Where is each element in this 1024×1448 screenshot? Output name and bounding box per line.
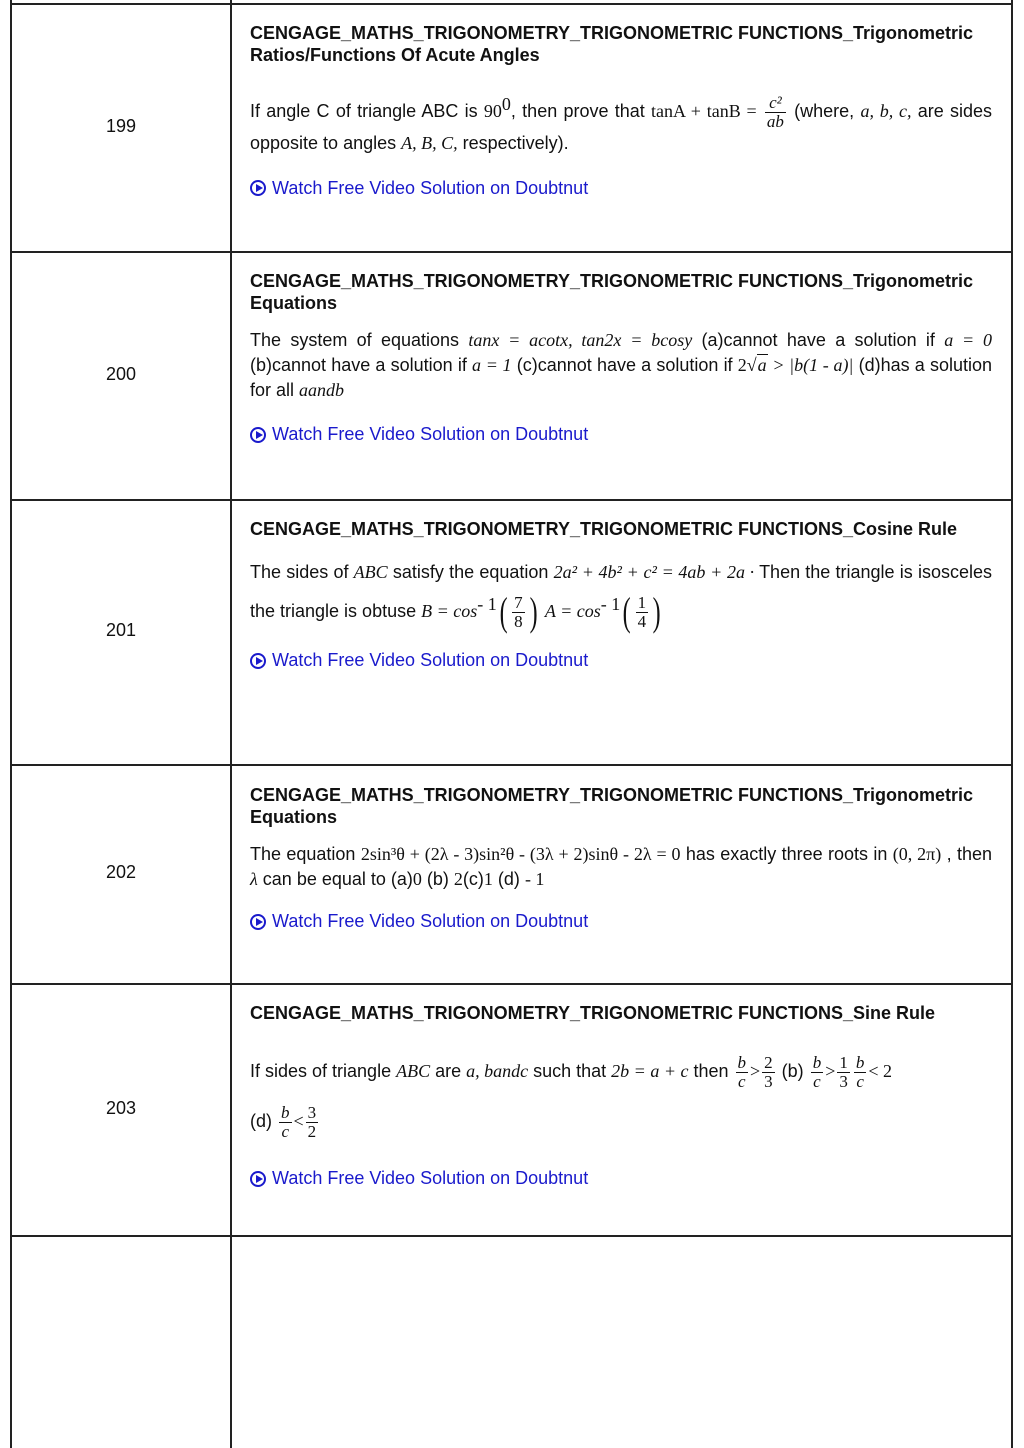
- play-circle-icon: [250, 427, 266, 443]
- video-solution-link[interactable]: Watch Free Video Solution on Doubtnut: [250, 422, 992, 447]
- question-cell: [250, 270, 992, 447]
- fraction: $\frac{7}{8}$: [514, 592, 523, 631]
- play-circle-icon: [250, 1171, 266, 1187]
- video-solution-link[interactable]: Watch Free Video Solution on Doubtnut: [250, 1166, 992, 1191]
- question-text: If angle C of triangle ABC is $90^0$, then prove that tanA + tanB = $\frac{\text{c²}}{ab}$ (where, a, b, c, are sides opposite to angles A, B, C, respectively).: [250, 92, 993, 153]
- fraction: $\frac{1}{4}$: [637, 592, 647, 631]
- question-number: 201: [105, 620, 137, 640]
- column-divider: [230, 0, 232, 1448]
- question-number: 199: [105, 116, 137, 136]
- row-border: [10, 1235, 1013, 1237]
- play-circle-icon: [250, 180, 266, 196]
- question-text: If sides of triangle ABC are a, bandc such that 2b = a + c then $\frac{b}{c}$ > $\frac{2}{3}$ (b) $\frac{b}{c}$ > $\frac{1}{3}$ $\frac{b}{c}$ < 2 (d) $\frac{b}{c}$ < $\frac{3}{2}$: [250, 1052, 892, 1141]
- play-circle-icon: [250, 914, 266, 930]
- row-border: [10, 3, 1013, 5]
- row-border: [10, 251, 1013, 253]
- row-border: [10, 499, 1013, 501]
- play-circle-icon: [250, 653, 266, 669]
- row-border: [10, 983, 1013, 985]
- topic-title: CENGAGE_MATHS_TRIGONOMETRY_TRIGONOMETRIC FUNCTIONS_Trigonometric Equations: [250, 785, 974, 827]
- video-solution-link[interactable]: Watch Free Video Solution on Doubtnut: [250, 648, 992, 673]
- question-number: 200: [105, 364, 137, 384]
- table-frame: [10, 0, 1013, 1448]
- question-text: The system of equations tanx = acotx, tan2x = bcosy (a)cannot have a solution if a = 0 (b)cannot have a solution if a = 1 (c)cannot have a solution if 2√a > |b(1 - a)| (d)has a solution for all aandb: [250, 330, 993, 400]
- question-cell: [250, 1002, 992, 1191]
- video-solution-link[interactable]: Watch Free Video Solution on Doubtnut: [250, 909, 992, 934]
- video-solution-link[interactable]: Watch Free Video Solution on Doubtnut: [250, 176, 992, 201]
- question-number: 203: [105, 1098, 137, 1118]
- topic-title: CENGAGE_MATHS_TRIGONOMETRY_TRIGONOMETRIC FUNCTIONS_Trigonometric Ratios/Functions Of Acute Angles: [250, 23, 974, 65]
- question-number: 202: [105, 862, 137, 882]
- topic-title: CENGAGE_MATHS_TRIGONOMETRY_TRIGONOMETRIC FUNCTIONS_Sine Rule: [250, 1003, 936, 1023]
- topic-title: CENGAGE_MATHS_TRIGONOMETRY_TRIGONOMETRIC FUNCTIONS_Trigonometric Equations: [250, 271, 974, 313]
- question-text: The sides of ABC satisfy the equation 2a² + 4b² + c² = 4ab + 2a · Then the triangle is isosceles the triangle is obtuse $B = \cos^{- 1}$( $\frac{7}{8}$ ) $A = \cos^{- 1}$( $\frac{1}{4}$ ): [250, 562, 992, 635]
- question-text: The equation 2sin³θ + (2λ - 3)sin²θ - (3λ + 2)sinθ - 2λ = 0 has exactly three roots in (0, 2π) , then λ can be equal to (a)0 (b) 2(c)1 (d) - 1: [250, 844, 993, 889]
- topic-title: CENGAGE_MATHS_TRIGONOMETRY_TRIGONOMETRIC FUNCTIONS_Cosine Rule: [250, 519, 958, 539]
- fraction: $\frac{\text{c²}}{ab}$: [766, 92, 784, 131]
- question-cell: [250, 22, 992, 201]
- question-cell: [250, 518, 992, 673]
- question-cell: [250, 784, 992, 934]
- row-border: [10, 764, 1013, 766]
